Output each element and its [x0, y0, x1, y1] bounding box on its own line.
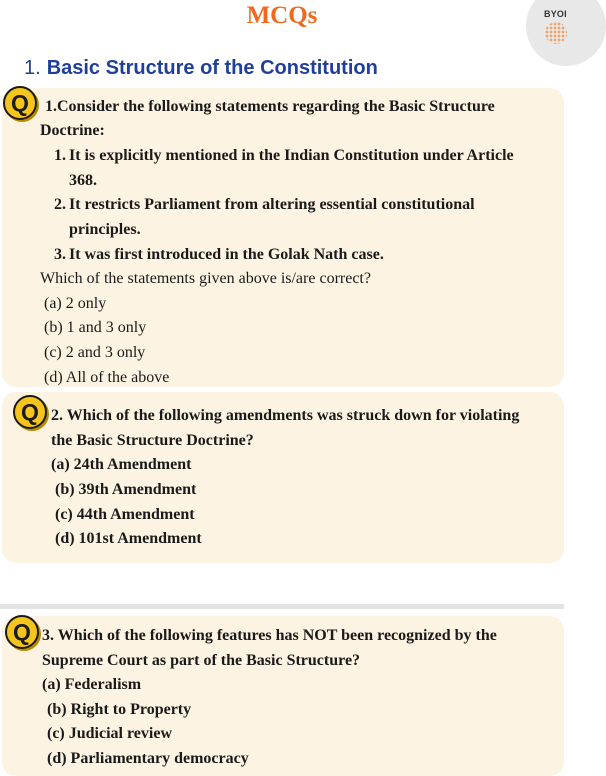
- question-2-option-b[interactable]: (b) 39th Amendment: [55, 481, 197, 498]
- question-1-stem-line-1: 1.Consider the following statements regarding the Basic Structure: [45, 98, 495, 115]
- question-2-option-a[interactable]: (a) 24th Amendment: [51, 456, 192, 473]
- question-1-prompt: Which of the statements given above is/are correct?: [40, 270, 371, 287]
- statement-1: [52, 146, 514, 166]
- statement-number: 2.: [54, 196, 66, 213]
- page-title: MCQs: [246, 2, 318, 29]
- question-badge-icon: Q: [13, 395, 47, 429]
- statement-number: 3.: [54, 246, 66, 263]
- statement-2: [52, 195, 475, 215]
- section-divider: [0, 604, 564, 609]
- question-3-option-c[interactable]: (c) Judicial review: [47, 725, 173, 742]
- question-2-stem-line-1: 2. Which of the following amendments was struck down for violating: [51, 407, 520, 424]
- question-3-stem-line-1: 3. Which of the following features has NOT been recognized by the: [42, 627, 497, 644]
- section-heading: [24, 57, 378, 80]
- statement-2-continued: principles.: [69, 221, 141, 238]
- question-2-option-c[interactable]: (c) 44th Amendment: [55, 506, 195, 523]
- question-2-stem-line-2: the Basic Structure Doctrine?: [51, 432, 254, 449]
- question-3-option-a[interactable]: (a) Federalism: [42, 676, 142, 693]
- section-number: 1.: [24, 57, 41, 79]
- question-3-option-b[interactable]: (b) Right to Property: [47, 701, 192, 718]
- statement-text: It was first introduced in the Golak Nath case.: [69, 246, 384, 263]
- question-3-option-d[interactable]: (d) Parliamentary democracy: [47, 750, 249, 767]
- question-badge-icon: Q: [5, 615, 39, 649]
- question-badge-icon: Q: [3, 86, 37, 120]
- question-1-stem-line-2: Doctrine:: [40, 122, 105, 139]
- question-3-stem-line-2: Supreme Court as part of the Basic Structure?: [42, 652, 361, 669]
- statement-number: 1.: [54, 147, 66, 164]
- question-2-option-d[interactable]: (d) 101st Amendment: [55, 530, 202, 547]
- question-1-option-b[interactable]: (b) 1 and 3 only: [44, 319, 147, 336]
- statement-text: It is explicitly mentioned in the Indian Constitution under Article: [69, 147, 514, 164]
- logo-text: BYOI: [544, 9, 567, 19]
- question-1-option-d[interactable]: (d) All of the above: [44, 369, 170, 386]
- question-1-option-c[interactable]: (c) 2 and 3 only: [44, 344, 146, 361]
- logo-dots-icon: [545, 22, 567, 44]
- question-1-option-a[interactable]: (a) 2 only: [44, 295, 107, 312]
- statement-text: It restricts Parliament from altering essential constitutional: [69, 196, 475, 213]
- statement-1-continued: 368.: [69, 172, 97, 189]
- statement-3: [52, 245, 384, 265]
- section-title: Basic Structure of the Constitution: [46, 57, 378, 79]
- brand-logo: [526, 0, 606, 66]
